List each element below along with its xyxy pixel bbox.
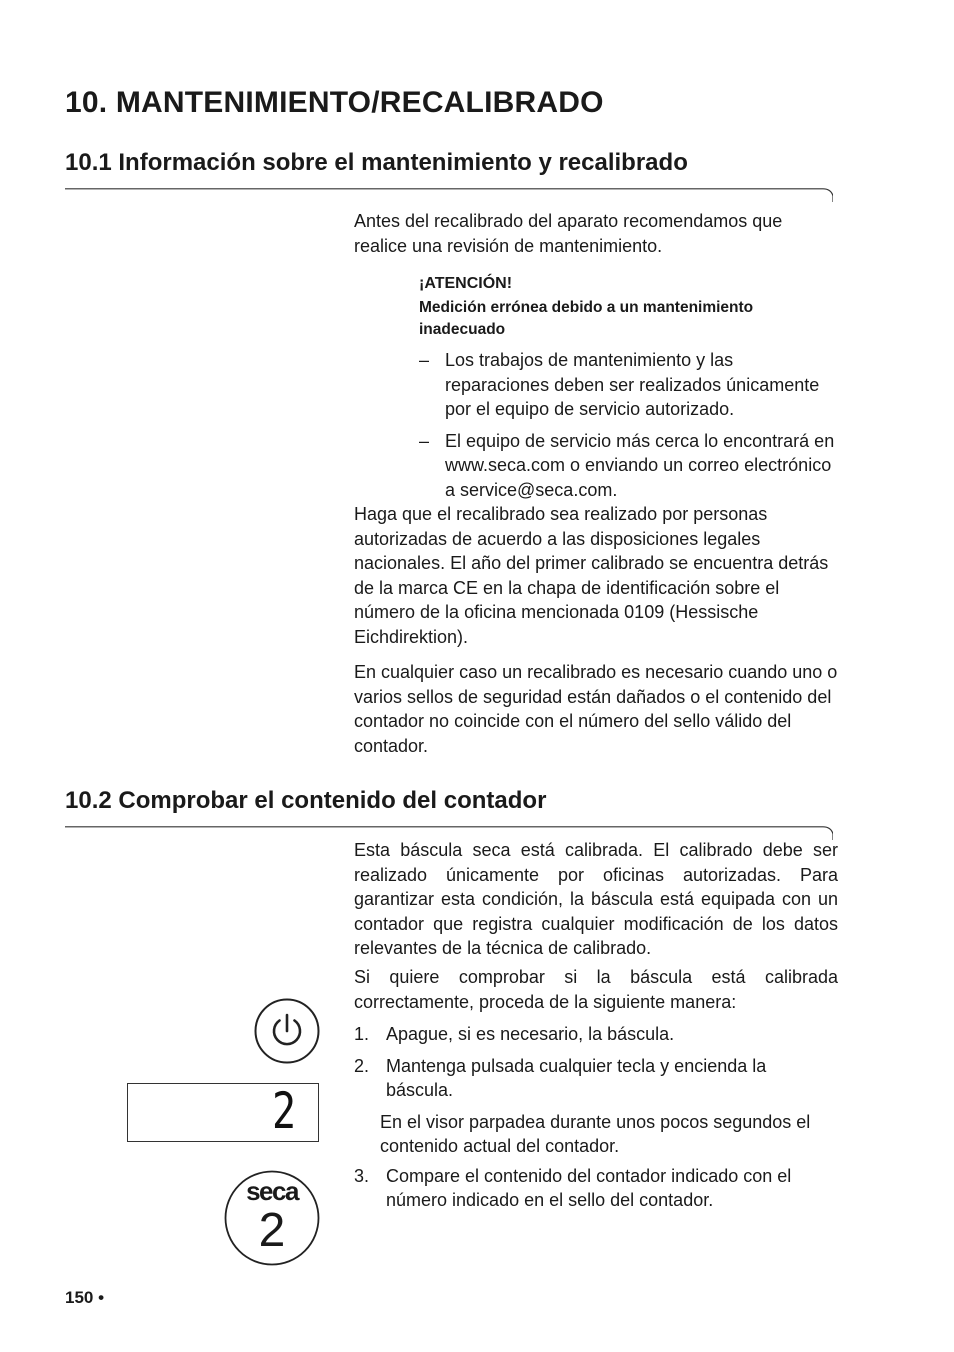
warning-list: [419, 348, 839, 502]
recalibration-paragraph: Haga que el recalibrado sea realizado por personas autorizadas de acuerdo a las disposiciones legales nacionales. El año del primer calibrado se encuentra detrás de la marca CE en la chapa de identificación sobre el número de la oficina mencionada 0109 (Hessische Eichdirektion).: [354, 504, 829, 647]
seal-number: 2: [258, 1204, 286, 1257]
recalibration-paragraph-2: En cualquier caso un recalibrado es necesario cuando uno o varios sellos de seguridad están dañados o el contenido del contador no coincide con el número del sello válido del contador.: [354, 662, 838, 756]
list-item: – Los trabajos de mantenimiento y las reparaciones deben ser realizados únicamente por el equipo de servicio autorizado.: [419, 350, 820, 419]
seal-figure: [224, 1170, 320, 1266]
warning-title: ¡ATENCIÓN!: [419, 275, 513, 292]
power-icon: [254, 998, 320, 1064]
section-heading-10-1: 10.1 Información sobre el mantenimiento y recalibrado: [65, 149, 688, 176]
intro-paragraph: Antes del recalibrado del aparato recomendamos que realice una revisión de mantenimiento.: [354, 211, 783, 256]
list-item: 2. Mantenga pulsada cualquier tecla y encienda la báscula.: [354, 1055, 767, 1100]
page-title: 10. MANTENIMIENTO/RECALIBRADO: [65, 86, 604, 119]
steps-list: [354, 1022, 838, 1213]
display-figure: [127, 1083, 319, 1142]
section-heading-10-2: 10.2 Comprobar el contenido del contador: [65, 787, 547, 814]
page-number: 150 •: [65, 1288, 105, 1307]
list-item: 1. Apague, si es necesario, la báscula.: [354, 1024, 675, 1044]
list-item: 3. Compare el contenido del contador indicado con el número indicado en el sello del contador.: [354, 1165, 792, 1210]
warning-subtitle: Medición errónea debido a un mantenimiento inadecuado: [419, 299, 754, 338]
counter-paragraph: Esta báscula seca está calibrada. El calibrado debe ser realizado únicamente por oficinas autorizadas. Para garantizar esta condición, la báscula está equipada con un contador que registra cualquier modificación de los datos relevantes de la técnica de calibrado.: [354, 840, 838, 958]
display-digit: 2: [271, 1082, 296, 1140]
step-note: En el visor parpadea durante unos pocos segundos el contenido actual del contador.: [380, 1111, 811, 1156]
list-item: – El equipo de servicio más cerca lo encontrará en www.seca.com o enviando un correo electrónico a service@seca.com.: [419, 430, 835, 500]
seca-logo: seca: [246, 1176, 298, 1206]
section-rule: [65, 188, 833, 202]
power-button-figure: [254, 998, 320, 1064]
check-intro-paragraph: Si quiere comprobar si la báscula está calibrada correctamente, proceda de la siguiente manera:: [354, 967, 838, 1012]
